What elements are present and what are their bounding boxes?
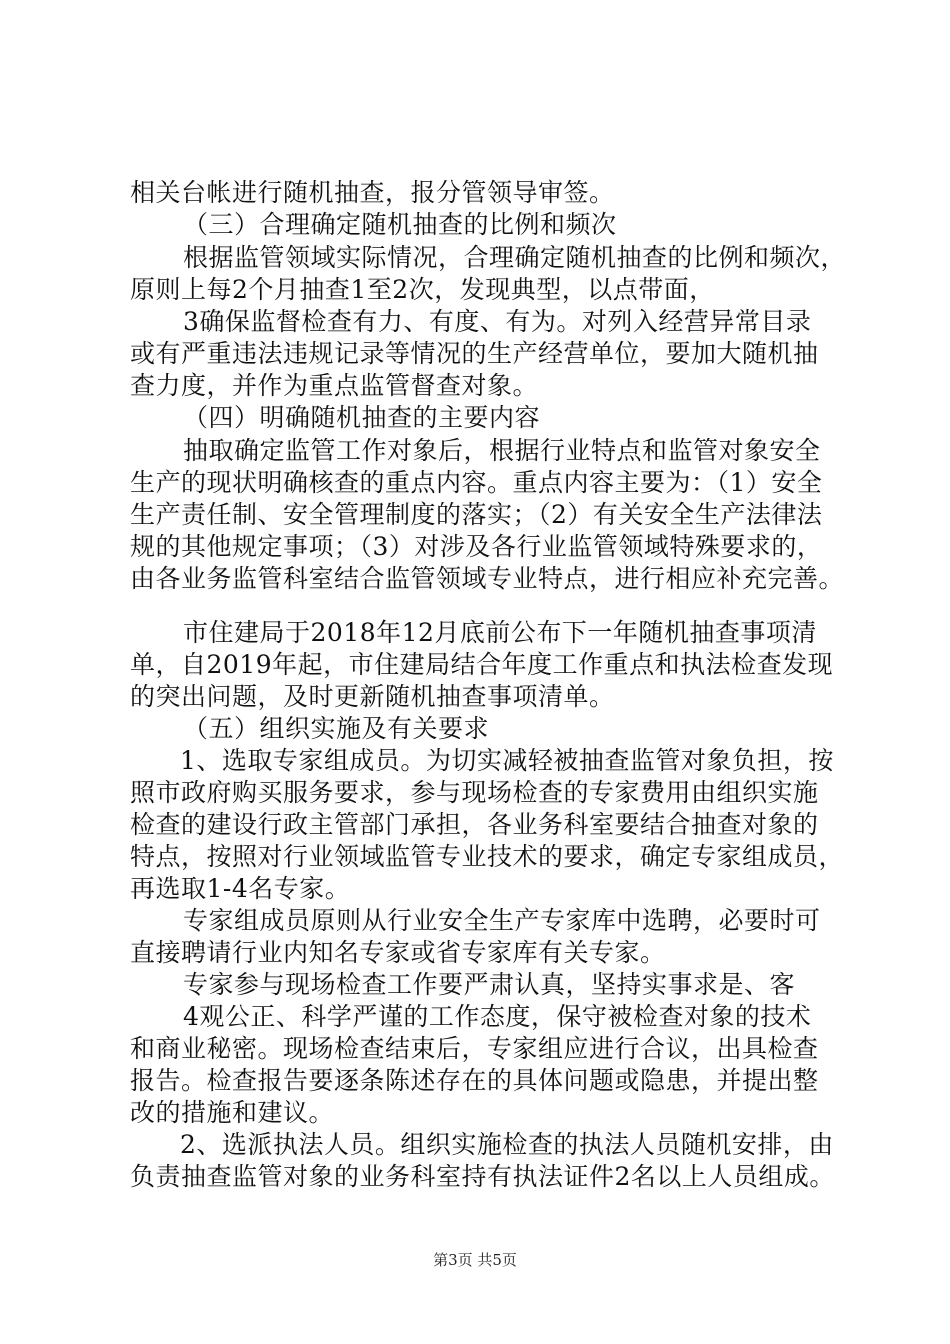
text-line: 专家组成员原则从行业安全生产专家库中选聘，必要时可 [183,906,821,935]
text-line: 的突出问题，及时更新随机抽查事项清单。 [130,682,615,711]
text-line: 改的措施和建议。 [130,1098,335,1127]
text-line: 根据监管领域实际情况，合理确定随机抽查的比例和频次， [183,243,847,272]
section-heading: （三）合理确定随机抽查的比例和频次 [183,210,617,239]
text-line: 单，自2019年起，市住建局结合年度工作重点和执法检查发现 [130,650,834,679]
text-line: 生产责任制、安全管理制度的落实；（2）有关安全生产法律法 [130,500,823,529]
text-line: 市住建局于2018年12月底前公布下一年随机抽查事项清 [183,618,817,647]
page-footer: 第3页 共5页 [433,1251,517,1269]
text-line: 1、选取专家组成员。为切实减轻被抽查监管对象负担，按 [180,746,834,775]
text-line: 3确保监督检查有力、有度、有为。对列入经营异常目录 [183,307,812,336]
text-line: 抽取确定监管工作对象后，根据行业特点和监管对象安全 [183,436,821,465]
text-line: 或有严重违法违规记录等情况的生产经营单位，要加大随机抽 [130,339,819,368]
text-line: 4观公正、科学严谨的工作态度，保守被检查对象的技术 [183,1002,812,1031]
text-line: 负责抽查监管对象的业务科室持有执法证件2名以上人员组成。 [130,1162,835,1191]
text-line: 专家参与现场检查工作要严肃认真，坚持实事求是、客 [183,970,796,999]
section-heading: （五）组织实施及有关要求 [183,714,490,743]
text-line: 特点，按照对行业领域监管专业技术的要求，确定专家组成员， [130,842,845,871]
text-line: 生产的现状明确核查的重点内容。重点内容主要为：（1）安全 [130,468,823,497]
text-line: 2、选派执法人员。组织实施检查的执法人员随机安排，由 [180,1130,834,1159]
text-line: 相关台帐进行随机抽查，报分管领导审签。 [130,178,615,207]
text-line: 报告。检查报告要逐条陈述存在的具体问题或隐患，并提出整 [130,1066,819,1095]
text-line: 检查的建设行政主管部门承担，各业务科室要结合抽查对象的 [130,810,819,839]
text-line: 再选取1-4名专家。 [130,874,351,903]
section-heading: （四）明确随机抽查的主要内容 [183,403,541,432]
text-line: 照市政府购买服务要求，参与现场检查的专家费用由组织实施 [130,778,819,807]
text-line: 由各业务监管科室结合监管领域专业特点，进行相应补充完善。 [130,564,845,593]
text-line: 原则上每2个月抽查1至2次，发现典型，以点带面， [130,275,715,304]
text-line: 规的其他规定事项；（3）对涉及各行业监管领域特殊要求的， [130,532,823,561]
text-line: 查力度，并作为重点监管督查对象。 [130,371,539,400]
text-line: 直接聘请行业内知名专家或省专家库有关专家。 [130,938,666,967]
text-line: 和商业秘密。现场检查结束后，专家组应进行合议，出具检查 [130,1034,819,1063]
